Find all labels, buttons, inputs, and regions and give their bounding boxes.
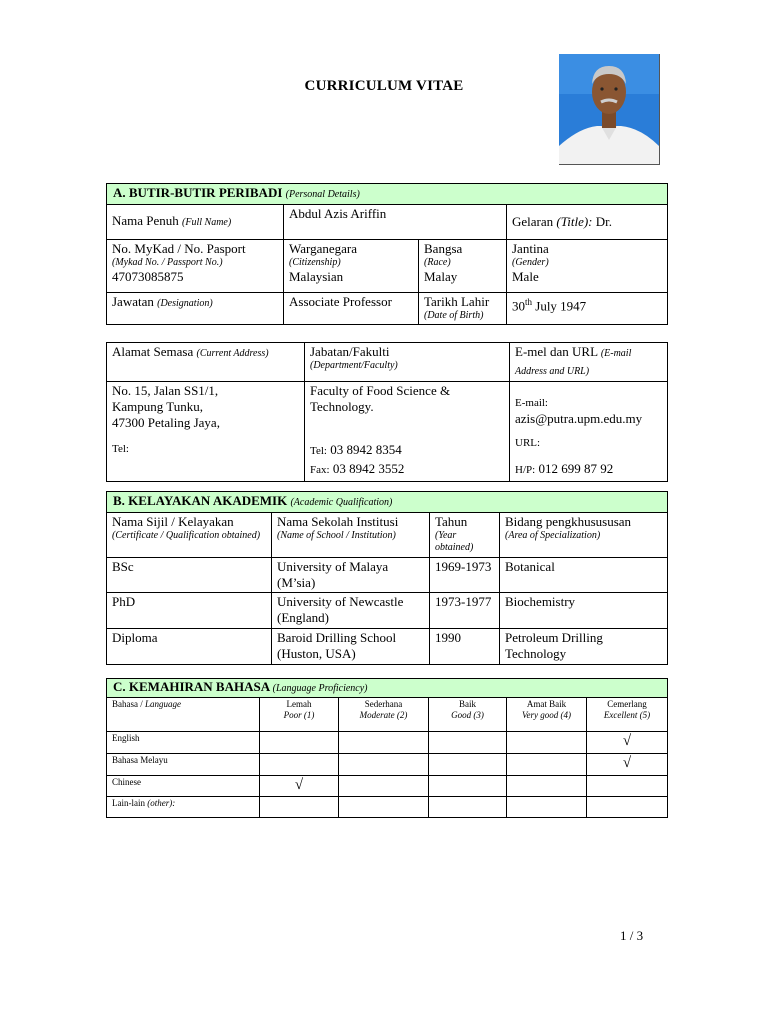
address-value: No. 15, Jalan SS1/1, Kampung Tunku, 47300 Petaling Jaya, Tel: xyxy=(107,382,305,482)
year-cell: 1969-1973 xyxy=(430,558,500,593)
personal-details-table xyxy=(106,183,668,325)
email-value: E-mail: azis@putra.upm.edu.my URL: H/P: 012 699 87 92 xyxy=(510,382,668,482)
rating-cell xyxy=(507,754,587,776)
language-row-other xyxy=(107,797,668,818)
rating-cell xyxy=(429,776,507,797)
page-number: 1 / 3 xyxy=(620,928,644,943)
col-area: Bidang pengkhusususan (Area of Specialization) xyxy=(500,513,668,558)
language-name: Lain-lain (other): xyxy=(107,797,260,818)
rating-cell xyxy=(260,754,339,776)
check-mark: √ xyxy=(260,776,339,797)
language-name: Chinese xyxy=(107,776,260,797)
section-c-heading: C. KEMAHIRAN BAHASA (Language Proficiency) xyxy=(107,679,668,698)
school-cell: Baroid Drilling School (Huston, USA) xyxy=(272,629,430,665)
rating-cell xyxy=(339,776,429,797)
area-cell: Petroleum Drilling Technology xyxy=(500,629,668,665)
fullname-label: Nama Penuh (Full Name) xyxy=(107,205,284,240)
language-name: English xyxy=(107,732,260,754)
dob-value: 30th July 1947 xyxy=(507,293,668,325)
rating-cell xyxy=(429,797,507,818)
check-mark: √ xyxy=(587,732,668,754)
year-cell: 1973-1977 xyxy=(430,593,500,629)
table-row xyxy=(107,593,668,629)
rating-cell xyxy=(507,732,587,754)
designation-value: Associate Professor xyxy=(284,293,419,325)
col-level-excellent: Cemerlang Excellent (5) xyxy=(587,698,668,732)
col-certificate: Nama Sijil / Kelayakan (Certificate / Qualification obtained) xyxy=(107,513,272,558)
table-row xyxy=(107,629,668,665)
citizenship-cell: Warganegara (Citizenship) Malaysian xyxy=(284,240,419,293)
school-cell: University of Malaya (M’sia) xyxy=(272,558,430,593)
col-level-very-good: Amat Baik Very good (4) xyxy=(507,698,587,732)
gender-cell: Jantina (Gender) Male xyxy=(507,240,668,293)
rating-cell xyxy=(339,797,429,818)
address-label: Alamat Semasa (Current Address) xyxy=(107,343,305,382)
school-cell: University of Newcastle (England) xyxy=(272,593,430,629)
race-cell: Bangsa (Race) Malay xyxy=(419,240,507,293)
language-row-chinese xyxy=(107,776,668,797)
profile-photo xyxy=(559,54,660,165)
rating-cell xyxy=(507,797,587,818)
col-year: Tahun (Year obtained) xyxy=(430,513,500,558)
rating-cell xyxy=(260,732,339,754)
rating-cell xyxy=(429,754,507,776)
department-value: Faculty of Food Science & Technology. Tel: 03 8942 8354 Fax: 03 8942 3552 xyxy=(305,382,510,482)
rating-cell xyxy=(260,797,339,818)
rating-cell xyxy=(339,754,429,776)
language-row-english xyxy=(107,732,668,754)
cert-cell: BSc xyxy=(107,558,272,593)
mykad-cell: No. MyKad / No. Pasport (Mykad No. / Passport No.) 47073085875 xyxy=(107,240,284,293)
dob-label: Tarikh Lahir (Date of Birth) xyxy=(419,293,507,325)
rating-cell xyxy=(429,732,507,754)
language-table xyxy=(106,678,668,818)
email-link[interactable]: azis@putra.upm.edu.my xyxy=(515,411,643,426)
area-cell: Botanical xyxy=(500,558,668,593)
section-b-heading: B. KELAYAKAN AKADEMIK (Academic Qualification) xyxy=(107,492,668,513)
col-level-moderate: Sederhana Moderate (2) xyxy=(339,698,429,732)
col-level-poor: Lemah Poor (1) xyxy=(260,698,339,732)
rating-cell xyxy=(587,776,668,797)
page-title: CURRICULUM VITAE xyxy=(304,78,464,94)
rating-cell xyxy=(587,797,668,818)
language-row-malay xyxy=(107,754,668,776)
language-name: Bahasa Melayu xyxy=(107,754,260,776)
area-cell: Biochemistry xyxy=(500,593,668,629)
col-language: Bahasa / Language xyxy=(107,698,260,732)
table-row xyxy=(107,558,668,593)
col-school: Nama Sekolah Institusi (Name of School / Institution) xyxy=(272,513,430,558)
section-a-heading: A. BUTIR-BUTIR PERIBADI (Personal Details) xyxy=(107,184,668,205)
check-mark: √ xyxy=(587,754,668,776)
department-label: Jabatan/Fakulti (Department/Faculty) xyxy=(305,343,510,382)
rating-cell xyxy=(507,776,587,797)
rating-cell xyxy=(339,732,429,754)
cert-cell: PhD xyxy=(107,593,272,629)
col-level-good: Baik Good (3) xyxy=(429,698,507,732)
title-cell: Gelaran (Title): Dr. xyxy=(507,205,668,240)
fullname-value: Abdul Azis Ariffin xyxy=(284,205,507,240)
academic-table xyxy=(106,491,668,665)
designation-label: Jawatan (Designation) xyxy=(107,293,284,325)
cert-cell: Diploma xyxy=(107,629,272,665)
address-table xyxy=(106,342,668,482)
email-label: E-mel dan URL (E-mail Address and URL) xyxy=(510,343,668,382)
year-cell: 1990 xyxy=(430,629,500,665)
